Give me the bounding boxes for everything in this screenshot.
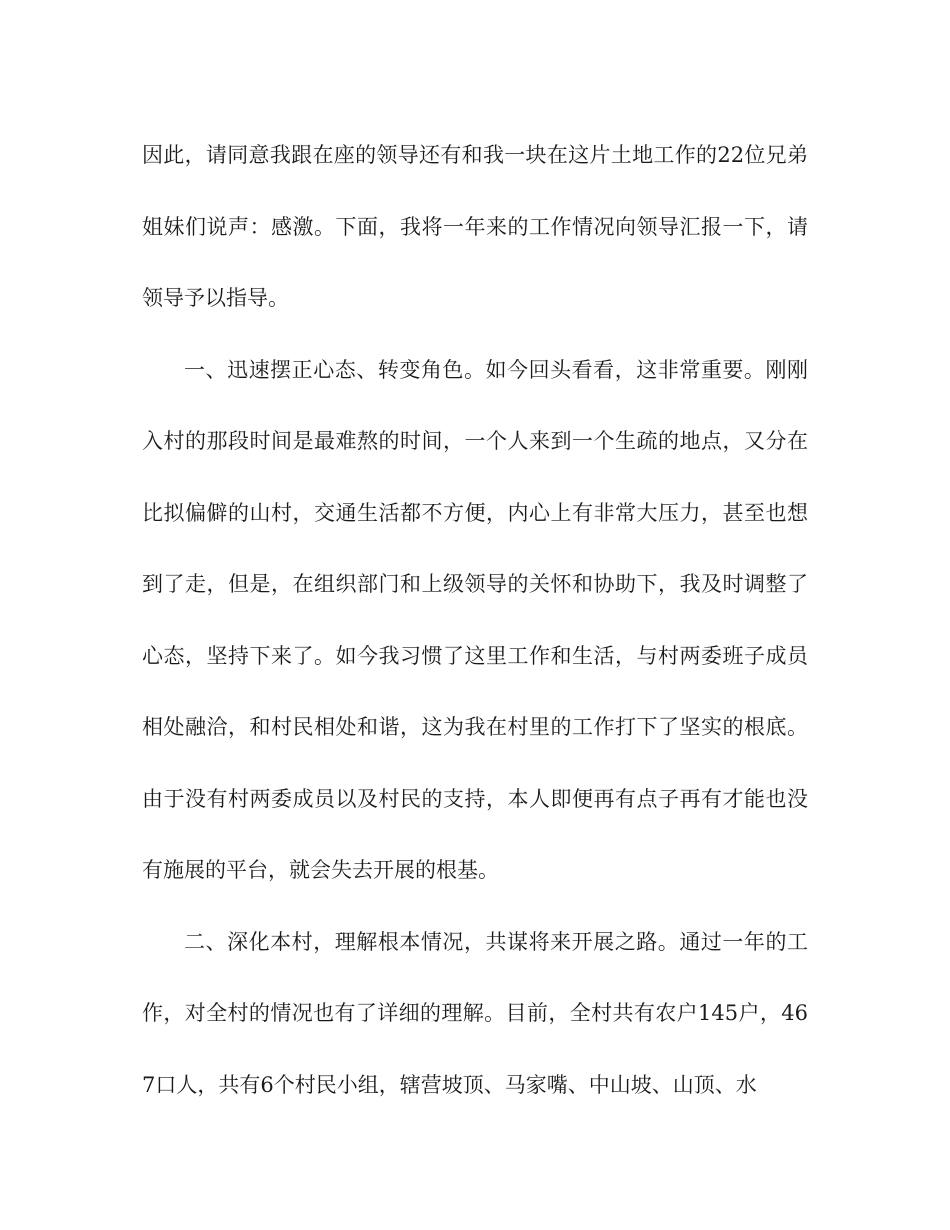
- paragraph-section-two: 二、深化本村，理解根本情况，共谋将来开展之路。通过一年的工作，对全村的情况也有了详细的理解。目前，全村共有农户145户，467口人，共有6个村民小组，辖营坡顶、马家嘴、中山坡、山顶、水: [142, 929, 808, 1097]
- paragraph-section-one: 一、迅速摆正心态、转变角色。如今回头看看，这非常重要。刚刚入村的那段时间是最难熬的时间，一个人来到一个生疏的地点，又分在比拟偏僻的山村，交通生活都不方便，内心上有非常大压力，甚至也想到了走，但是，在组织部门和上级领导的关怀和协助下，我及时调整了心态，坚持下来了。如今我习惯了这里工作和生活，与村两委班子成员相处融洽，和村民相处和谐，这为我在村里的工作打下了坚实的根底。由于没有村两委成员以及村民的支持，本人即便再有点子再有才能也没有施展的平台，就会失去开展的根基。: [142, 357, 808, 882]
- document-body: [142, 120, 808, 1121]
- paragraph-intro: 因此，请同意我跟在座的领导还有和我一块在这片土地工作的22位兄弟姐妹们说声：感激。下面，我将一年来的工作情况向领导汇报一下，请领导予以指导。: [142, 143, 808, 310]
